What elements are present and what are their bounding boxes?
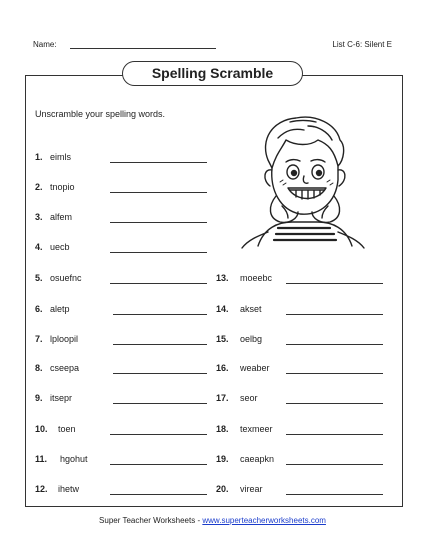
scrambled-word: eimls [50,152,72,162]
list-item [35,423,210,435]
item-number: 5. [35,273,43,283]
item-number: 9. [35,393,43,403]
scrambled-word: aletp [50,304,70,314]
list-item [216,303,386,315]
item-number: 12. [35,484,48,494]
answer-line[interactable] [110,494,207,495]
item-number: 20. [216,484,229,494]
list-item [35,362,210,374]
item-number: 3. [35,212,43,222]
scrambled-word: toen [58,424,76,434]
list-item [216,272,386,284]
item-number: 10. [35,424,48,434]
answer-line[interactable] [110,162,207,163]
scrambled-word: alfem [50,212,73,222]
item-number: 2. [35,182,43,192]
list-item [35,211,210,223]
scrambled-word: caeapkn [240,454,275,464]
item-number: 13. [216,273,229,283]
scrambled-word: oelbg [240,334,263,344]
list-item [216,453,386,465]
answer-line[interactable] [113,373,207,374]
list-item [35,181,210,193]
footer-link[interactable]: www.superteacherworksheets.com [202,516,326,525]
item-number: 18. [216,424,229,434]
scrambled-word: moeebc [240,273,273,283]
item-number: 17. [216,393,229,403]
scrambled-word: seor [240,393,258,403]
footer-text: Super Teacher Worksheets - [99,516,203,525]
answer-line[interactable] [110,222,207,223]
list-item [216,392,386,404]
list-item [35,272,210,284]
item-number: 15. [216,334,229,344]
item-number: 8. [35,363,43,373]
boy-illustration [238,110,368,250]
answer-line[interactable] [286,283,383,284]
answer-line[interactable] [286,494,383,495]
footer [0,516,425,525]
list-item [216,483,386,495]
answer-line[interactable] [286,464,383,465]
name-label: Name: [33,40,57,49]
item-number: 1. [35,152,43,162]
list-label: List C-6: Silent E [332,40,392,49]
instructions: Unscramble your spelling words. [35,109,166,119]
scrambled-word: lploopil [50,334,79,344]
item-number: 7. [35,334,43,344]
answer-line[interactable] [110,434,207,435]
worksheet-title: Spelling Scramble [122,61,303,86]
item-number: 16. [216,363,229,373]
list-item [216,362,386,374]
scrambled-word: uecb [50,242,70,252]
list-item [35,241,210,253]
list-item [216,423,386,435]
answer-line[interactable] [286,403,383,404]
scrambled-word: osuefnc [50,273,82,283]
item-number: 4. [35,242,43,252]
answer-line[interactable] [286,373,383,374]
item-number: 14. [216,304,229,314]
answer-line[interactable] [286,434,383,435]
scrambled-word: texmeer [240,424,273,434]
answer-line[interactable] [286,314,383,315]
answer-line[interactable] [110,464,207,465]
scrambled-word: hgohut [60,454,88,464]
answer-line[interactable] [110,192,207,193]
name-blank-line[interactable] [70,48,216,49]
answer-line[interactable] [110,283,207,284]
list-item [35,392,210,404]
list-item [35,483,210,495]
item-number: 11. [35,454,48,464]
item-number: 19. [216,454,229,464]
list-item [35,333,210,345]
scrambled-word: akset [240,304,262,314]
list-item [35,303,210,315]
scrambled-word: itsepr [50,393,73,403]
answer-line[interactable] [113,344,207,345]
scrambled-word: weaber [240,363,270,373]
scrambled-word: ihetw [58,484,80,494]
answer-line[interactable] [286,344,383,345]
scrambled-word: virear [240,484,263,494]
scrambled-word: cseepa [50,363,80,373]
list-item [35,151,210,163]
answer-line[interactable] [113,403,207,404]
list-item [35,453,210,465]
answer-line[interactable] [113,314,207,315]
list-item [216,333,386,345]
scrambled-word: tnopio [50,182,75,192]
answer-line[interactable] [110,252,207,253]
item-number: 6. [35,304,43,314]
